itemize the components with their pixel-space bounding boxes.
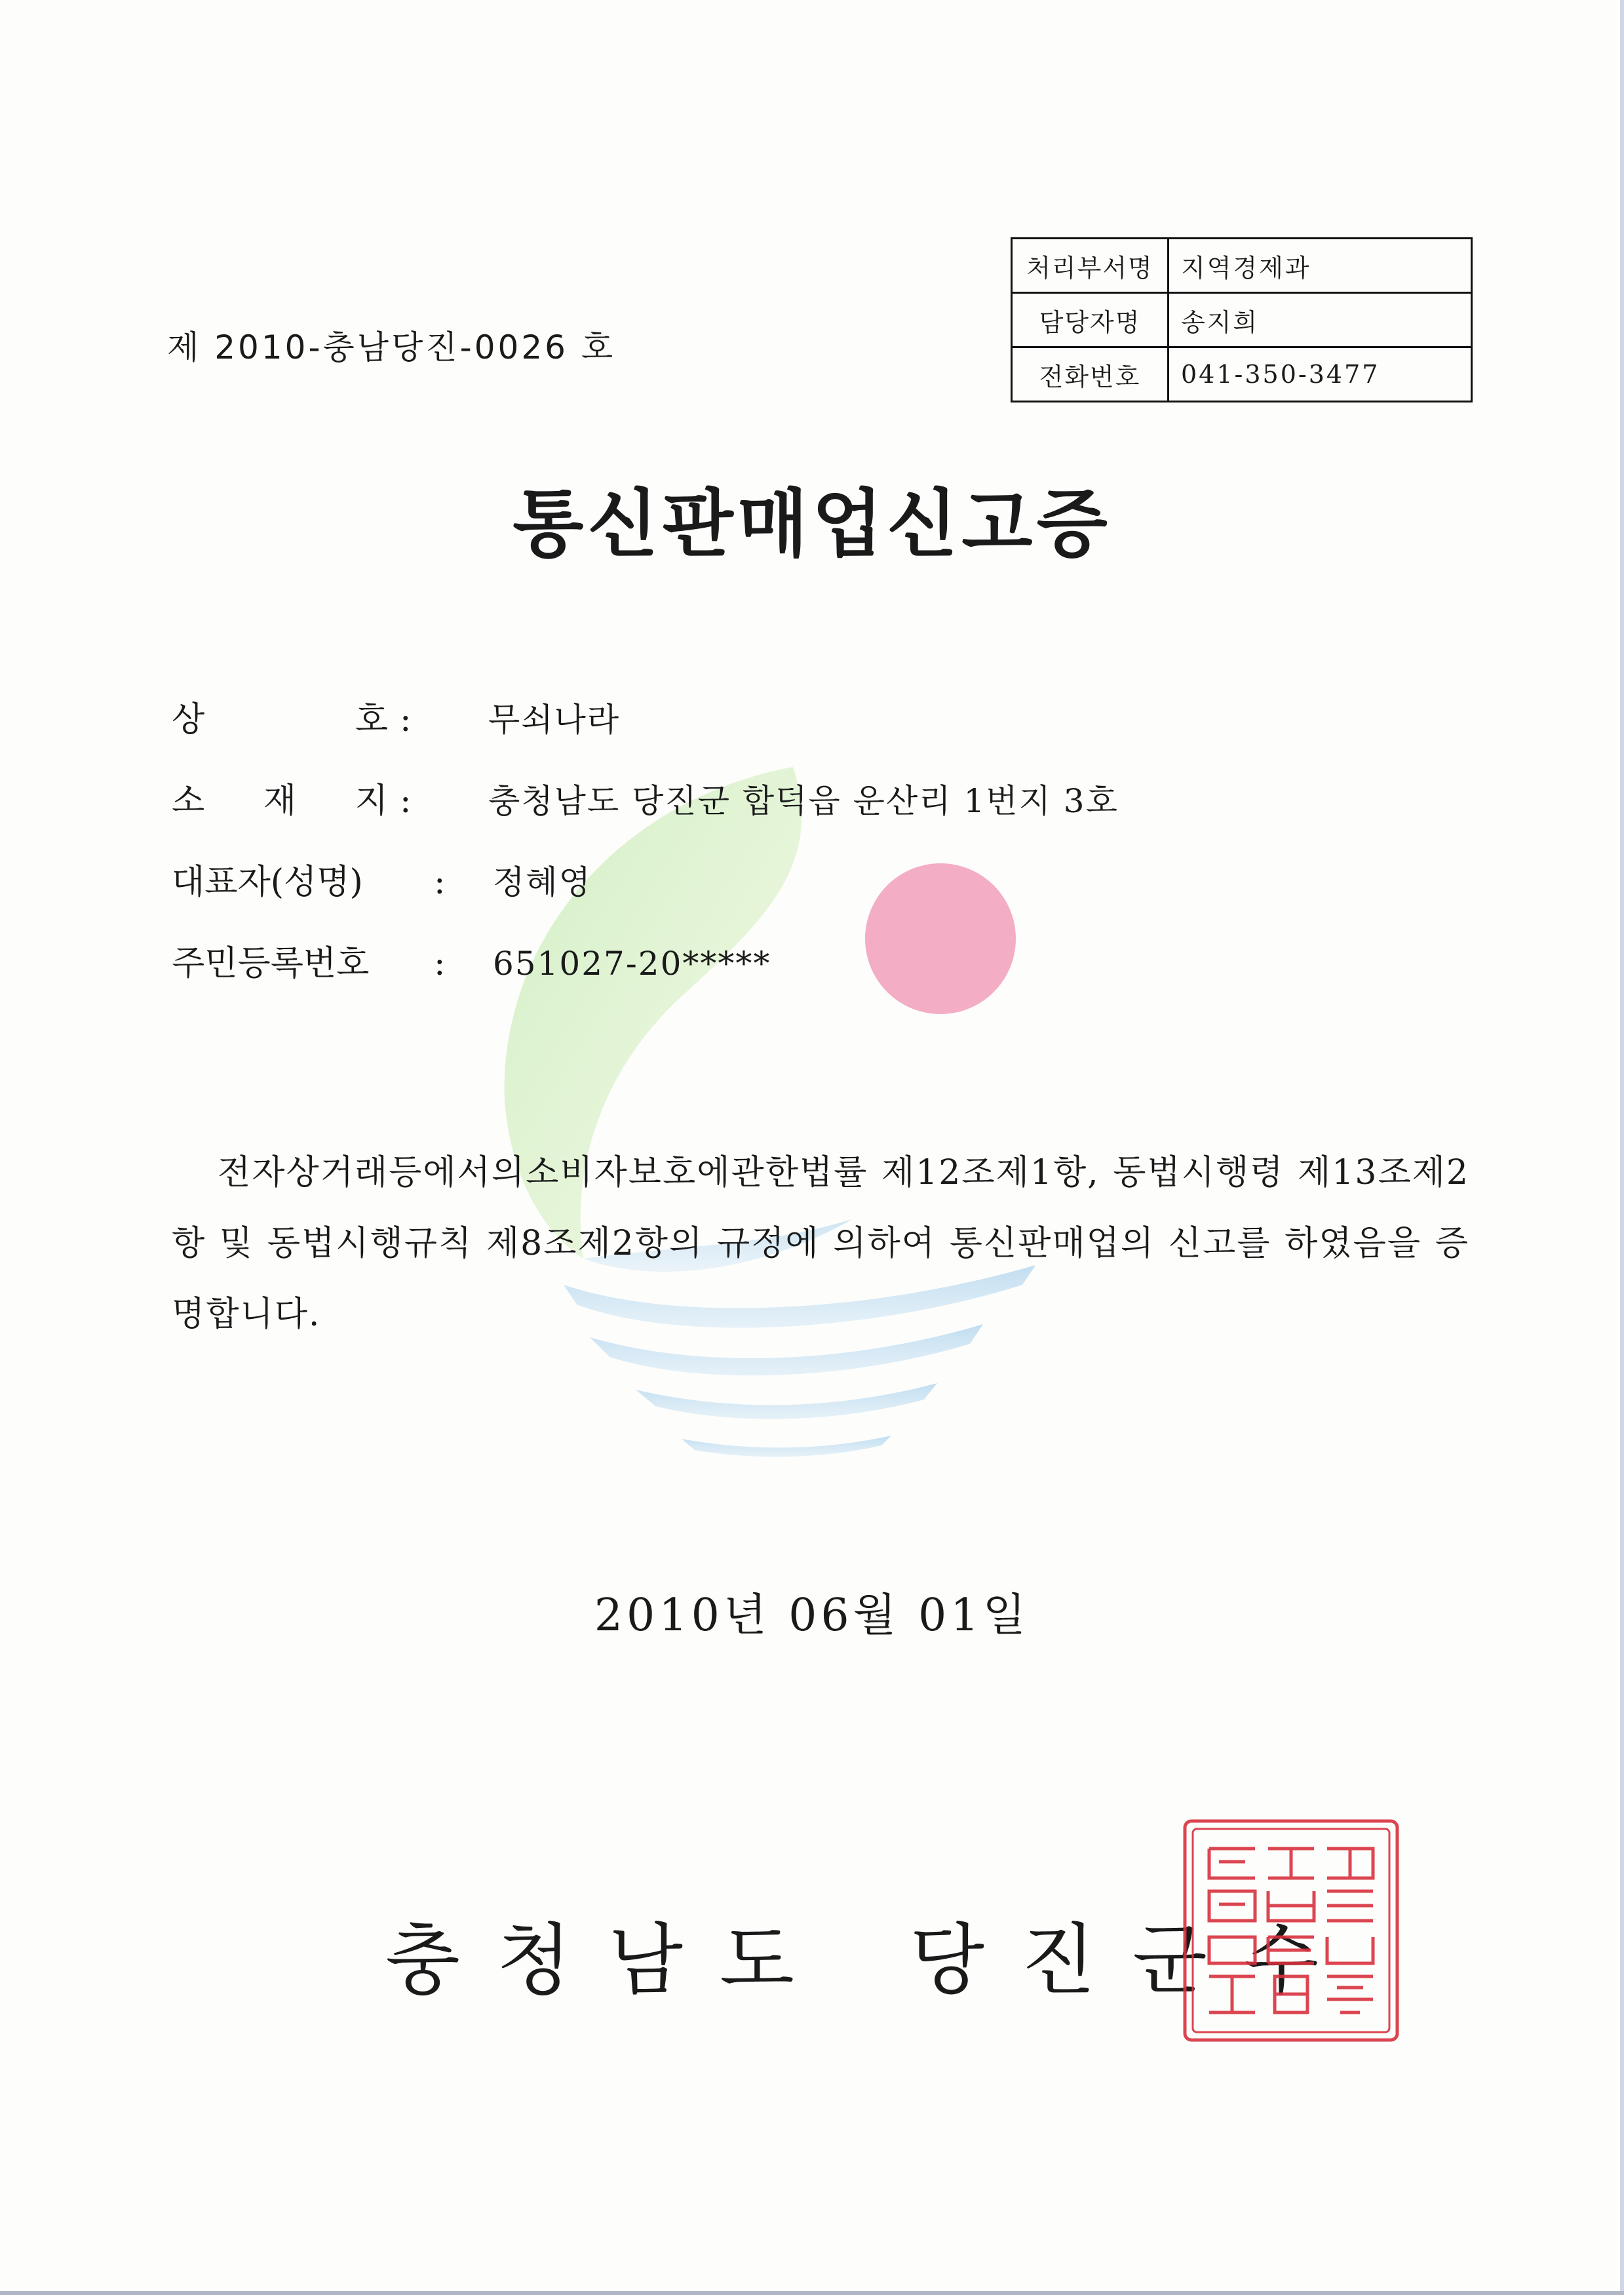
dept-value: 지역경제과 [1169,239,1472,293]
phone-value: 041-350-3477 [1169,347,1472,402]
resident-number-label: 주민등록번호 [172,944,370,983]
page-edge [0,2291,1624,2295]
address-label: 소 재 지 [172,781,388,821]
resident-number-value: 651027-20***** [493,945,771,983]
trade-name-label: 상 호 [172,700,388,739]
phone-label: 전화번호 [1012,347,1169,402]
representative-label: 대표자(성명) [172,863,363,902]
registration-fields [172,692,1119,1017]
issuer-char: 남 [608,1915,683,2005]
document-number: 제 2010-충남당진-0026 호 [167,328,616,366]
contact-value: 송지희 [1169,293,1472,347]
contact-row [1012,293,1472,347]
contact-label: 담당자명 [1012,293,1169,347]
dept-label: 처리부서명 [1012,239,1169,293]
field-address: 소 재 지 : 충청남도 당진군 합덕읍 운산리 1번지 3호 [172,773,1119,854]
issuer-char: 군 [1132,1915,1207,2005]
official-seal-stamp [1180,1816,1402,2045]
trade-name-value: 무쇠나라 [488,701,621,739]
issuer-char: 도 [720,1915,794,2005]
certification-statement: 전자상거래등에서의소비자보호에관한법률 제12조제1항, 동법시행령 제13조제2항 및 동법시행규칙 제8조제2항의 규정에 의하여 통신판매업의 신고를 하였음을 증명합니다. [172,1153,1469,1334]
page-edge [1620,0,1624,2295]
issue-date: 2010년 06월 01일 [594,1590,1030,1641]
address-value: 충청남도 당진군 합덕읍 운산리 1번지 3호 [488,782,1119,820]
field-trade-name: 상 호 : 무쇠나라 [172,692,1119,773]
issuer-char: 진 [1021,1915,1096,2005]
dept-row [1012,239,1472,293]
field-resident-number: 주민등록번호 : 651027-20***** [172,935,1119,1017]
issuer-char: 당 [910,1915,984,2005]
department-info-table [1011,237,1473,402]
document-title: 통신판매업신고증 [512,482,1112,567]
issuer-char: 청 [497,1915,571,2005]
field-representative: 대표자(성명) : 정혜영 [172,854,1119,935]
representative-value: 정혜영 [493,863,592,901]
issuer-char: 충 [385,1915,460,2005]
phone-row [1012,347,1472,402]
issuer-char: 수 [1244,1915,1319,2005]
